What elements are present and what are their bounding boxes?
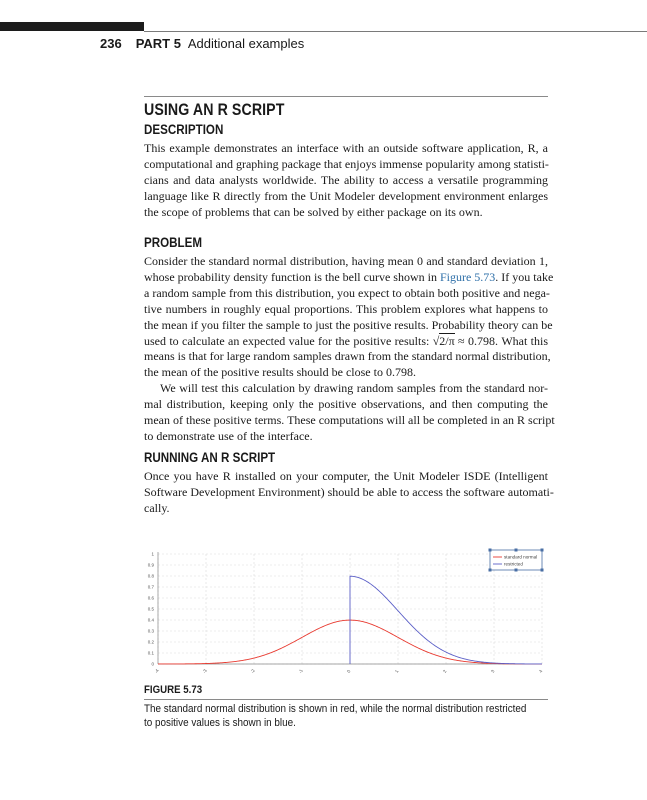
running-head [100, 36, 304, 51]
figure-chart [144, 546, 548, 678]
figure-rule [144, 699, 548, 700]
y-tick-label: 0.4 [147, 617, 154, 623]
formula: √2/π ≈ 0.798 [432, 333, 495, 348]
x-tick-label: 0 [345, 668, 352, 674]
legend-label: restricted [504, 561, 523, 567]
part-title: Additional examples [187, 36, 305, 51]
header-rule [144, 31, 647, 32]
y-tick-label: 0.1 [147, 650, 154, 656]
part-label: PART 5 [135, 36, 181, 51]
section-rule [144, 96, 548, 97]
y-tick-label: 0.3 [147, 628, 154, 634]
x-tick-label: 3 [489, 668, 496, 674]
x-tick-label: 1 [393, 668, 400, 674]
problem-paragraph: Consider the standard normal distribution, having mean 0 and standard deviation 1, whose probability density function is the bell curve shown in Figure 5.73. If you take a random sample from this distribution, you expect to obtain both positive and nega- tive numbers in roughly equal proportions. This problem explores what happens to the mean if you filter the sample to just the positive results. Probability theory can be used to calculate an expected value for the positive results: √2/π ≈ 0.798. What this means is that for large random samples drawn from the standard normal distribution, the mean of the positive results should be close to 0.798. We will test this calculation by drawing random samples from the standard nor- mal distribution, keeping only the positive observations, and then computing the mean of these positive terms. These computations will all be completed in an R script to demonstrate use of the interface. [144, 254, 555, 443]
y-tick-label: 0 [151, 661, 154, 667]
chart-background [144, 546, 548, 678]
page-number: 236 [100, 36, 122, 51]
description-heading: DESCRIPTION [144, 122, 224, 137]
figure-reference-link[interactable]: Figure 5.73 [439, 269, 496, 284]
y-tick-label: 0.2 [147, 639, 154, 645]
y-tick-label: 0.7 [147, 584, 154, 590]
x-tick-label: -4 [153, 668, 160, 675]
legend-resize-handle[interactable] [541, 549, 544, 552]
x-tick-label: -3 [201, 668, 208, 675]
y-tick-label: 1 [151, 551, 154, 557]
section-title: USING AN R SCRIPT [144, 101, 285, 119]
figure-caption: The standard normal distribution is shown in red, while the normal distribution restricted to positive values is shown in blue. [144, 703, 527, 729]
figure-label: FIGURE 5.73 [144, 684, 203, 696]
legend-box[interactable] [490, 550, 542, 570]
legend-resize-handle[interactable] [515, 569, 518, 572]
x-tick-label: 2 [441, 668, 448, 674]
description-paragraph: This example demonstrates an interface with an outside software application, R, a computational and graphing package that enjoys immense popularity among statisti- cians and data analysts worldwide. The ability to access a versatile programming language like R directly from the Unit Modeler development environment enlarges the scope of problems that can be solved by either package on its own. [144, 141, 549, 219]
header-bar [0, 22, 144, 31]
y-tick-label: 0.5 [147, 606, 154, 612]
legend-resize-handle[interactable] [515, 549, 518, 552]
legend-resize-handle[interactable] [489, 549, 492, 552]
y-tick-label: 0.6 [147, 595, 154, 601]
running-heading: RUNNING AN R SCRIPT [144, 450, 276, 465]
y-tick-label: 0.9 [147, 562, 154, 568]
legend-resize-handle[interactable] [541, 569, 544, 572]
legend-resize-handle[interactable] [489, 569, 492, 572]
running-paragraph: Once you have R installed on your computer, the Unit Modeler ISDE (Intelligent Software Development Environment) should be able to access the software automati- cally. [144, 469, 554, 515]
chart-legend[interactable] [489, 549, 544, 572]
legend-label: standard normal [504, 554, 538, 560]
x-tick-label: 4 [537, 668, 544, 674]
x-tick-label: -1 [297, 668, 304, 675]
x-tick-label: -2 [249, 668, 256, 675]
y-tick-label: 0.8 [147, 573, 154, 579]
problem-heading: PROBLEM [144, 235, 203, 250]
